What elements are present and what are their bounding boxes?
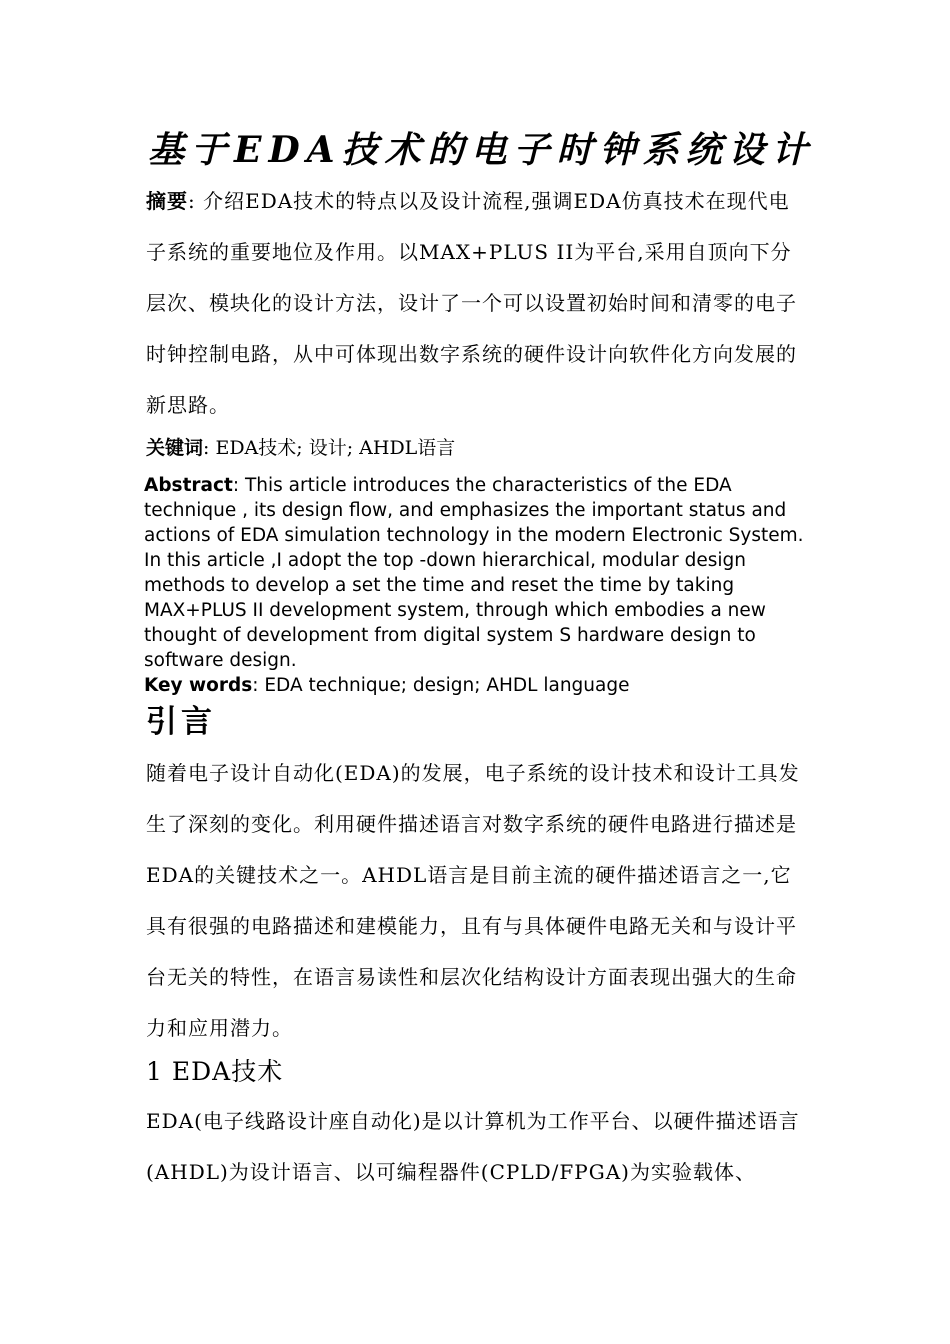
intro-heading: 引言 [146,704,216,740]
abstract-cn [146,176,810,431]
keywords-cn-label: 关键词 [146,437,204,459]
keywords-en-text: : EDA technique; design; AHDL language [252,675,630,696]
abstract-en [144,473,808,673]
section1-heading: 1 EDA技术 [146,1057,284,1086]
abstract-en-block [144,473,808,698]
abstract-en-text: : This article introduces the characteristics of the EDA technique , its design flow, and emphasizes the important status and actions of EDA simulation technology in the modern Electronic System. In this article ,I adopt the top -down hierarchical, modular design methods to develop a set the time and reset the time by taking MAX+PLUS II development system, through which embodies a new thought of development from digital system S hardware design to software design. [144,475,804,671]
document-title: 基于EDA技术的电子时钟系统设计 [148,129,815,171]
abstract-en-label: Abstract [144,475,233,496]
abstract-cn-text: : 介绍EDA技术的特点以及设计流程,强调EDA仿真技术在现代电子系统的重要地位及作用。以MAX+PLUS II为平台,采用自顶向下分层次、模块化的设计方法，设计了一个可以设置初始时间和清零的电子时钟控制电路，从中可体现出数字系统的硬件设计向软件化方向发展的新思路。 [146,189,797,417]
keywords-en [144,673,808,698]
section1-paragraph: EDA(电子线路设计座自动化)是以计算机为工作平台、以硬件描述语言(AHDL)为设计语言、以可编程器件(CPLD/FPGA)为实验载体、 [146,1109,800,1184]
keywords-cn-text: : EDA技术; 设计; AHDL语言 [203,437,456,459]
keywords-cn [146,434,810,462]
keywords-en-label: Key words [144,675,253,696]
abstract-cn-label: 摘要 [146,189,188,213]
intro-paragraph: 随着电子设计自动化(EDA)的发展，电子系统的设计技术和设计工具发生了深刻的变化。利用硬件描述语言对数字系统的硬件电路进行描述是EDA的关键技术之一。AHDL语言是目前主流的硬件描述语言之一,它具有很强的电路描述和建模能力，且有与具体硬件电路无关和与设计平台无关的特性，在语言易读性和层次化结构设计方面表现出强大的生命力和应用潜力。 [146,761,800,1040]
